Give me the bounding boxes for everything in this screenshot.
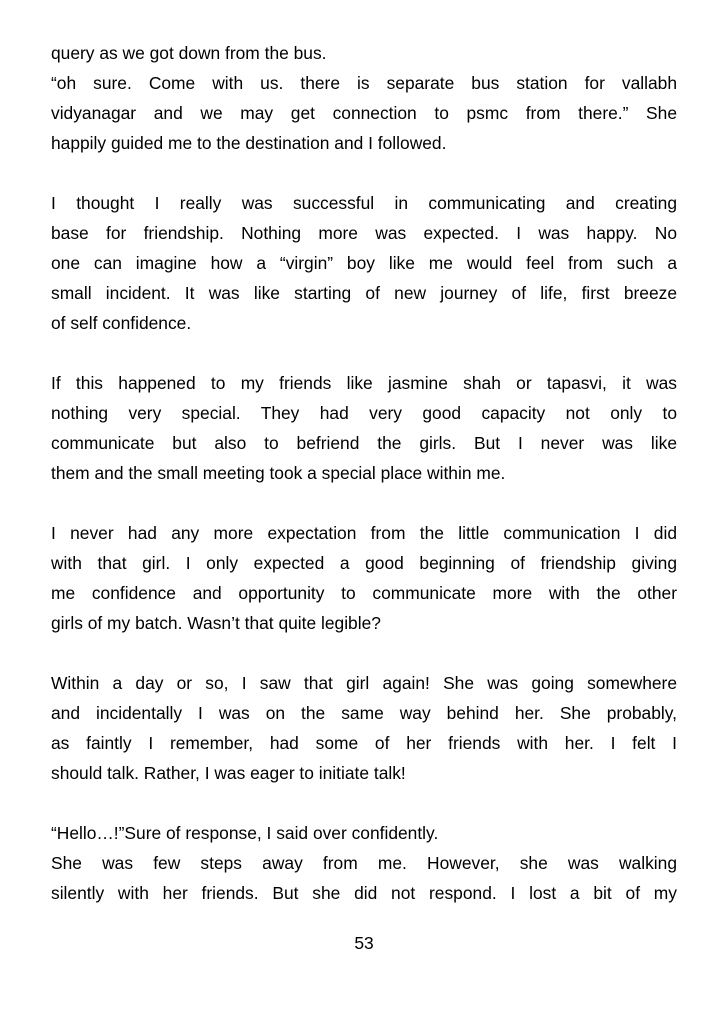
text-line: Within a day or so, I saw that girl again! She was going somewhere <box>51 673 677 693</box>
text-line: me confidence and opportunity to communicate more with the other <box>51 583 677 603</box>
text-line: one can imagine how a “virgin” boy like me would feel from such a <box>51 253 677 273</box>
text-line: nothing very special. They had very good capacity not only to <box>51 403 677 423</box>
text-line: She was few steps away from me. However, she was walking <box>51 853 677 873</box>
paragraph-4 <box>51 368 677 488</box>
text-line: vidyanagar and we may get connection to psmc from there.” She <box>51 103 677 123</box>
text-line: “Hello…!”Sure of response, I said over confidently. <box>51 823 439 843</box>
text-line: If this happened to my friends like jasmine shah or tapasvi, it was <box>51 373 677 393</box>
text-line: with that girl. I only expected a good beginning of friendship giving <box>51 553 677 573</box>
paragraph-7 <box>51 818 677 848</box>
text-line: and incidentally I was on the same way behind her. She probably, <box>51 703 677 723</box>
text-line: “oh sure. Come with us. there is separate bus station for vallabh <box>51 73 677 93</box>
text-line: small incident. It was like starting of new journey of life, first breeze <box>51 283 677 303</box>
paragraph-8 <box>51 848 677 908</box>
text-line: them and the small meeting took a special place within me. <box>51 463 506 483</box>
paragraph-3 <box>51 188 677 338</box>
paragraph-1 <box>51 38 677 68</box>
paragraph-5 <box>51 518 677 638</box>
page-body <box>51 38 677 908</box>
paragraph-6 <box>51 668 677 788</box>
text-line: communicate but also to befriend the girls. But I never was like <box>51 433 677 453</box>
text-line: base for friendship. Nothing more was expected. I was happy. No <box>51 223 677 243</box>
text-line: of self confidence. <box>51 313 192 333</box>
text-line: happily guided me to the destination and I followed. <box>51 133 447 153</box>
text-line: as faintly I remember, had some of her friends with her. I felt I <box>51 733 677 753</box>
text-line: girls of my batch. Wasn’t that quite legible? <box>51 613 381 633</box>
paragraph-2 <box>51 68 677 158</box>
text-line: should talk. Rather, I was eager to initiate talk! <box>51 763 406 783</box>
text-line: silently with her friends. But she did not respond. I lost a bit of my <box>51 883 677 903</box>
page-number: 53 <box>354 933 374 953</box>
text-line: query as we got down from the bus. <box>51 43 327 63</box>
text-line: I thought I really was successful in communicating and creating <box>51 193 677 213</box>
text-line: I never had any more expectation from the little communication I did <box>51 523 677 543</box>
